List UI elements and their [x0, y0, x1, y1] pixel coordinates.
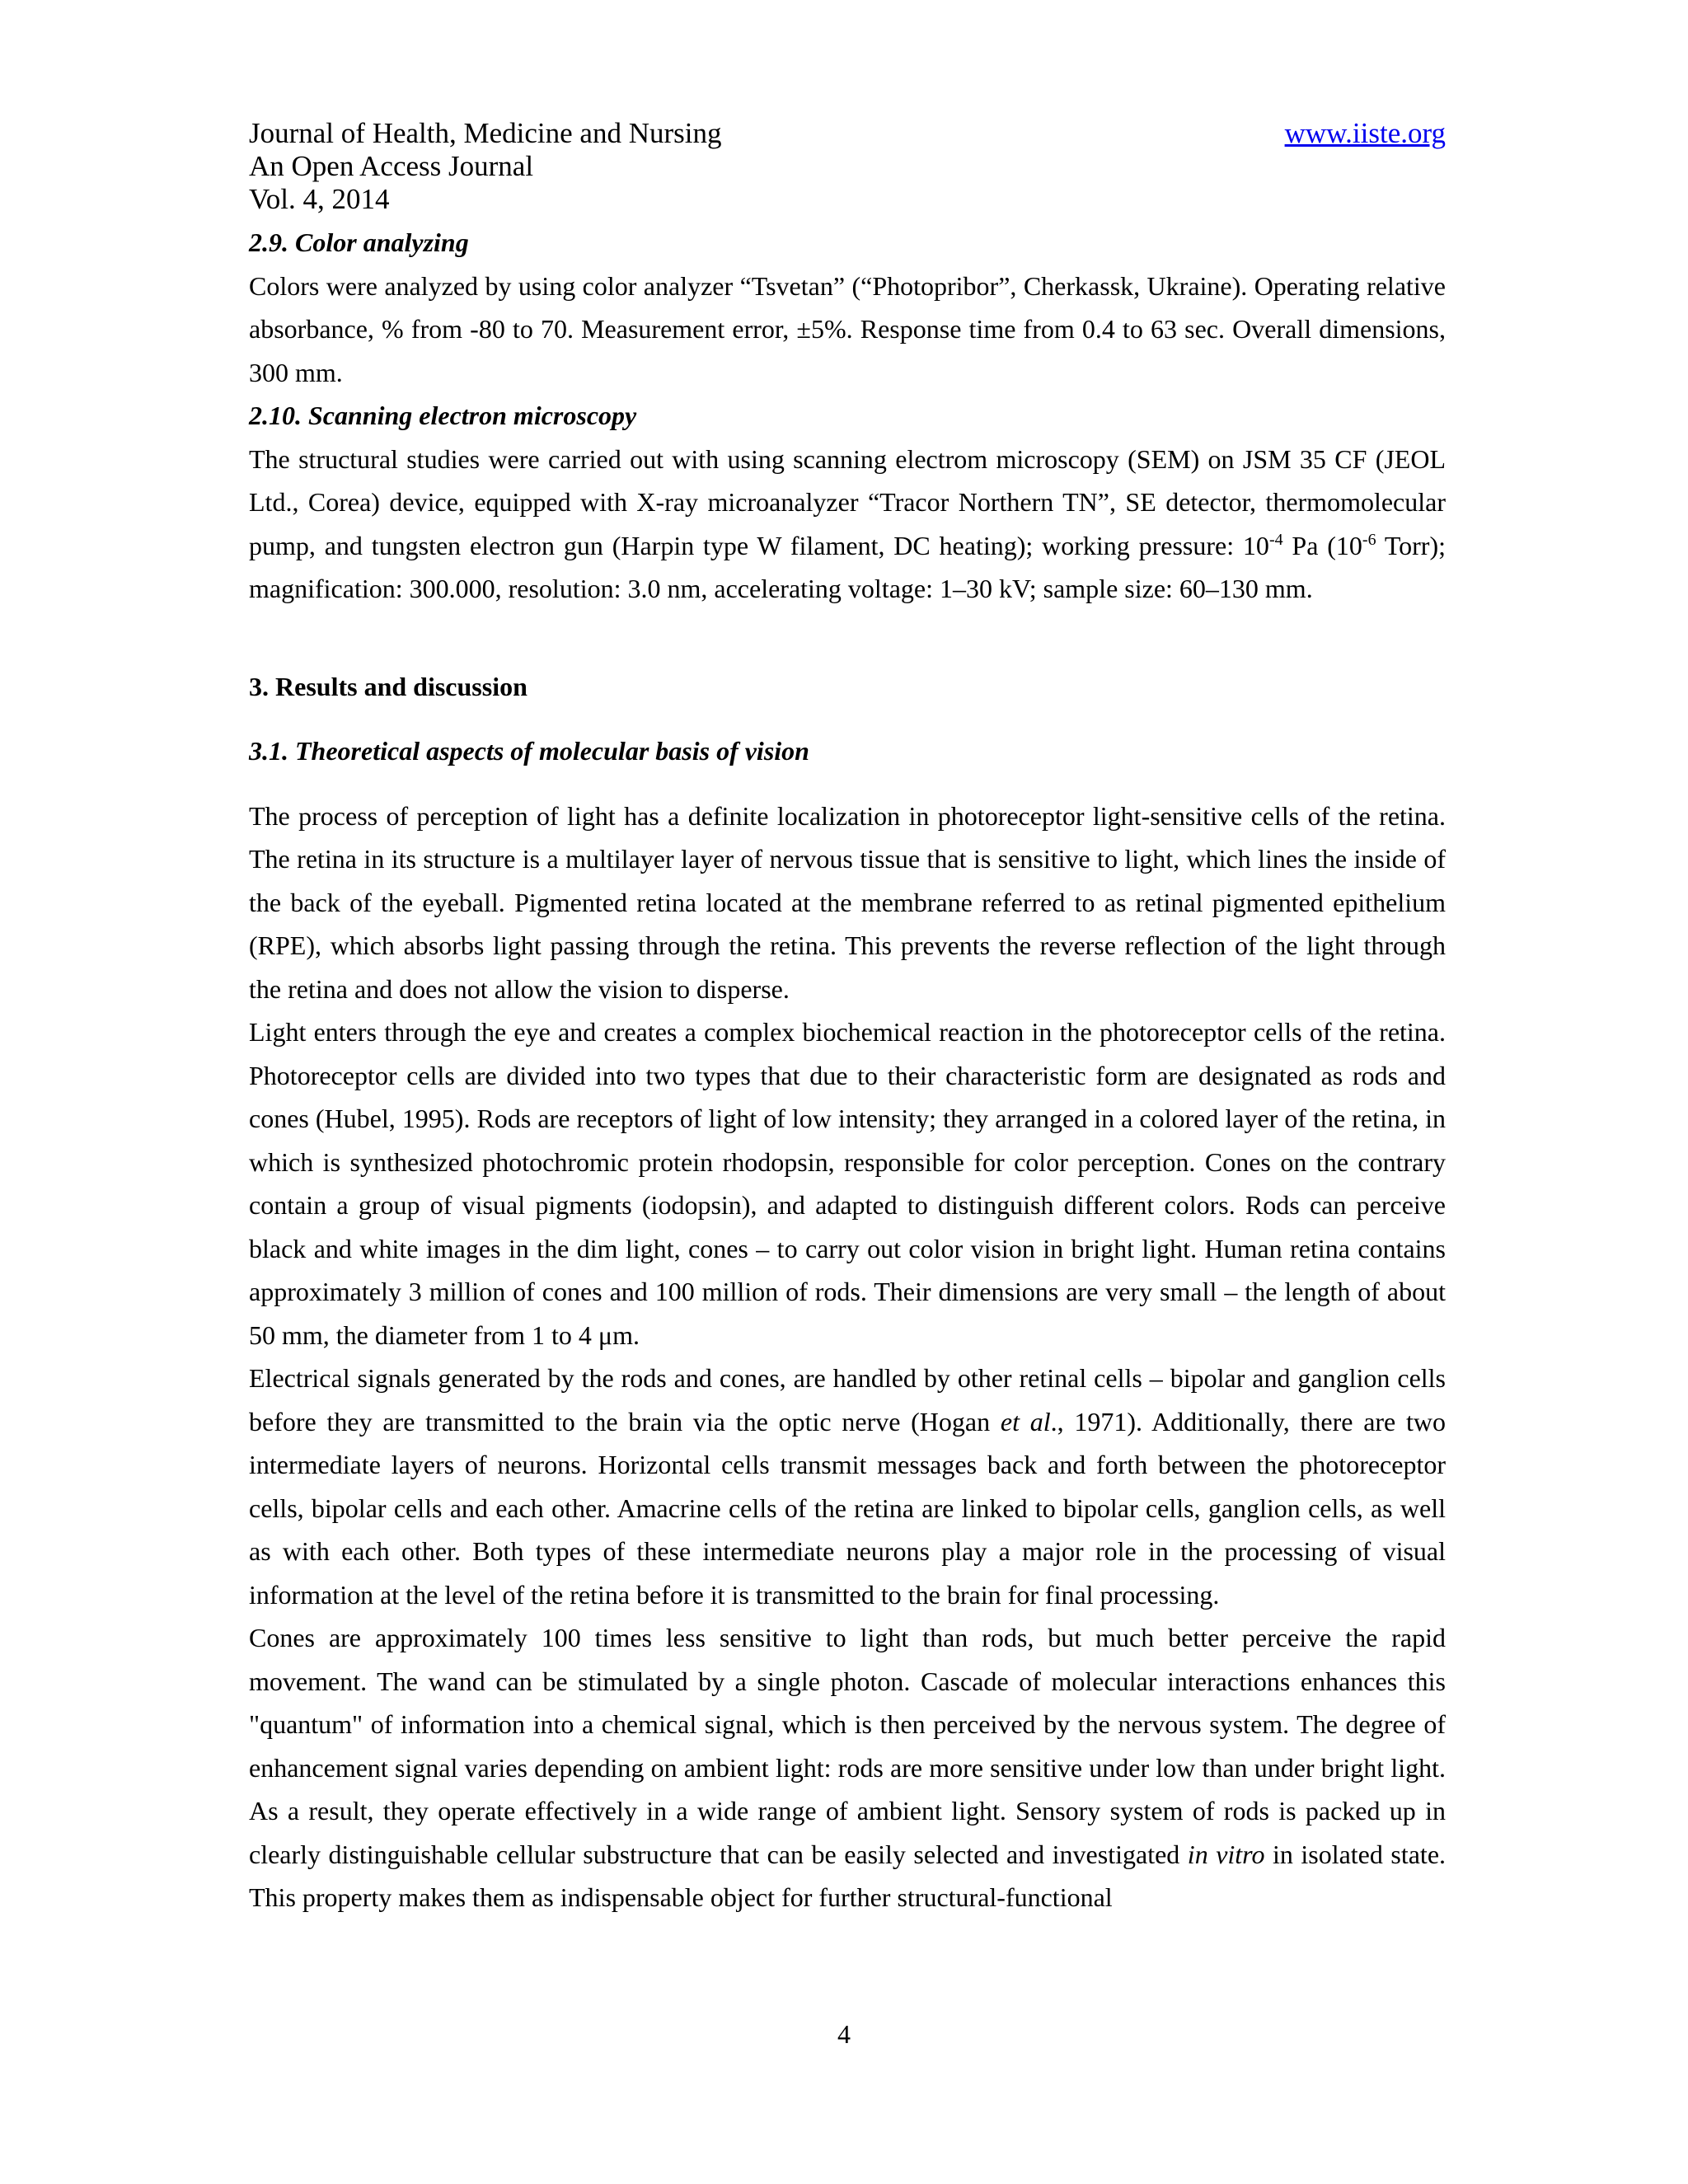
- paragraph-cones-sensitivity: [249, 1616, 1446, 1919]
- page-number: 4: [837, 2019, 851, 2049]
- signals-text-part-2: ., 1971). Additionally, there are two intermediate layers of neurons. Horizontal cells transmit messages back and forth between the photoreceptor cells, bipolar cells and each other. Amacrine cells of the retina are linked to bipolar cells, ganglion cells, as well as with each other. Both types of these intermediate neurons play a major role in the processing of visual information at the level of the retina before it is transmitted to the brain for final processing.: [249, 1406, 1447, 1610]
- sem-text-part-2: Pa (10: [1282, 530, 1362, 560]
- paragraph-rods-cones: Light enters through the eye and creates a complex biochemical reaction in the photoreceptor cells of the retina. Photoreceptor cells are divided into two types that due to their characteristic form are designated as rods and cones (Hubel, 1995). Rods are receptors of light of low intensity; they arranged in a colored layer of the retina, in which is synthesized photochromic protein rhodopsin, responsible for color perception. Cones on the contrary contain a group of visual pigments (iodopsin), and adapted to distinguish different colors. Rods can perceive black and white images in the dim light, cones – to carry out color vision in bright light. Human retina contains approximately 3 million of cones and 100 million of rods. Their dimensions are very small – the length of about 50 mm, the diameter from 1 to 4 μm.: [249, 1017, 1446, 1350]
- section-heading-2-9: 2.9. Color analyzing: [249, 227, 469, 257]
- et-al-italic: et al: [1000, 1406, 1051, 1436]
- sem-text-part-3: Torr); magnification: 300.000, resolution: 3.0 nm, accelerating voltage: 1–30 kV; sample size: 60–130 mm.: [249, 530, 1447, 603]
- journal-header: [249, 117, 1446, 216]
- cones-text-part-2: in isolated state. This property makes them as indispensable object for further structural-functional: [249, 1839, 1447, 1912]
- spacer: [249, 611, 1446, 665]
- section-heading-2-10: 2.10. Scanning electron microscopy: [249, 401, 637, 430]
- section-heading-3: 3. Results and discussion: [249, 671, 528, 701]
- paragraph-color-analyzing: Colors were analyzed by using color analyzer “Tsvetan” (“Photopribor”, Cherkassk, Ukraine). Operating relative absorbance, % from -80 to 70. Measurement error, ±5%. Response time from 0.4 to 63 sec. Overall dimensions, 300 mm.: [249, 270, 1446, 387]
- journal-volume: Vol. 4, 2014: [249, 183, 390, 215]
- article-body: [249, 221, 1446, 1919]
- spacer: [249, 773, 1446, 794]
- paragraph-electrical-signals: [249, 1357, 1446, 1616]
- signals-text-part-1: Electrical signals generated by the rods and cones, are handled by other retinal cells – bipolar and ganglion cells before they are transmitted to the brain via the optic nerve (Hogan: [249, 1363, 1446, 1436]
- paragraph-light-perception: The process of perception of light has a definite localization in photoreceptor light-sensitive cells of the retina. The retina in its structure is a multilayer layer of nervous tissue that is sensitive to light, which lines the inside of the back of the eyeball. Pigmented retina located at the membrane referred to as retinal pigmented epithelium (RPE), which absorbs light passing through the retina. This prevents the reverse reflection of the light through the retina and does not allow the vision to disperse.: [249, 800, 1446, 1004]
- in-vitro-italic: in vitro: [1187, 1839, 1265, 1869]
- cones-text-part-1: Cones are approximately 100 times less sensitive to light than rods, but much better perceive the rapid movement. The wand can be stimulated by a single photon. Cascade of molecular interactions enhances this "quantum" of information into a chemical signal, which is then perceived by the nervous system. The degree of enhancement signal varies depending on ambient light: rods are more sensitive under low than under bright light. As a result, they operate effectively in a wide range of ambient light. Sensory system of rods is packed up in clearly distinguishable cellular substructure that can be easily selected and investigated: [249, 1623, 1446, 1869]
- journal-website-link[interactable]: www.iiste.org: [1284, 117, 1446, 149]
- journal-title: Journal of Health, Medicine and Nursing: [249, 117, 722, 149]
- exponent-torr: -6: [1362, 530, 1376, 549]
- sem-text-part-1: The structural studies were carried out with using scanning electrom microscopy (SEM) on JSM 35 CF (JEOL Ltd., Corea) device, equipped with X-ray microanalyzer “Tracor Northern TN”, SE detector, thermomolecular pump, and tungsten electron gun (Harpin type W filament, DC heating); working pressure: 10: [249, 443, 1446, 560]
- paragraph-sem: [249, 438, 1446, 611]
- section-heading-3-1: 3.1. Theoretical aspects of molecular basis of vision: [249, 736, 809, 766]
- journal-subtitle: An Open Access Journal: [249, 150, 534, 182]
- exponent-pa: -4: [1268, 530, 1283, 549]
- spacer: [249, 708, 1446, 729]
